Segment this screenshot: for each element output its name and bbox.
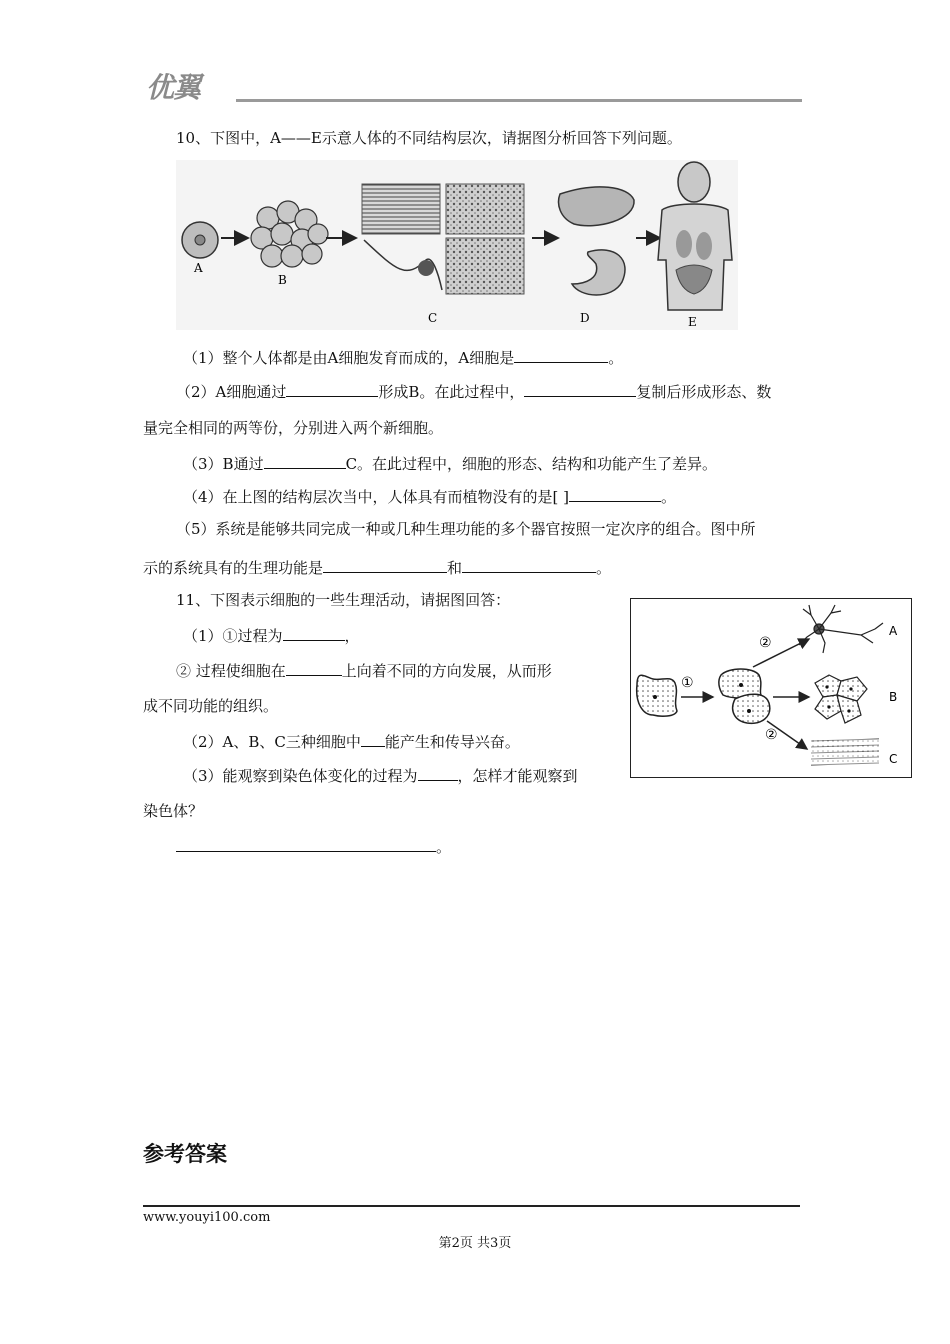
fig1-label-a: A	[194, 261, 203, 275]
q10-part1: （1）整个人体都是由A细胞发育而成的，A细胞是 。	[183, 346, 623, 368]
footer-rule	[143, 1205, 800, 1207]
q11-part3: （3）能观察到染色体变化的过程为 ，怎样才能观察到	[183, 764, 578, 786]
footer-url[interactable]: www.youyi100.com	[143, 1210, 271, 1225]
q11-part1: （1）①过程为 ，	[183, 624, 360, 646]
fig1-label-d: D	[580, 311, 590, 325]
q11-part1-end: 成不同功能的组织。	[143, 697, 279, 715]
marker-2a: ②	[759, 635, 772, 651]
marker-2b: ②	[765, 727, 778, 743]
q10-part2: （2）A细胞通过 形成B。在此过程中， 复制后形成形态、数	[176, 380, 771, 402]
answer-blank[interactable]	[361, 730, 385, 747]
q11-part2: （2）A、B、C三种细胞中 能产生和传导兴奋。	[183, 730, 520, 752]
answer-blank[interactable]	[418, 764, 458, 781]
fig2-label-a: A	[889, 624, 898, 638]
q10-intro: 10、下图中，A——E示意人体的不同结构层次，请据图分析回答下列问题。	[176, 129, 682, 147]
answer-blank[interactable]	[286, 659, 342, 676]
answer-blank[interactable]	[286, 380, 378, 397]
q11-part1-cont: ② 过程使细胞在 上向着不同的方向发展，从而形	[176, 659, 552, 681]
fig1-label-c: C	[428, 311, 438, 325]
fig1-label-b: B	[278, 273, 287, 287]
answer-blank[interactable]	[176, 835, 436, 852]
logo: 优翼	[146, 71, 201, 104]
q11-intro: 11、下图表示细胞的一些生理活动，请据图回答：	[176, 591, 511, 609]
fig2-label-c: C	[889, 752, 898, 766]
answers-heading: 参考答案	[143, 1142, 227, 1166]
q10-part5: （5）系统是能够共同完成一种或几种生理功能的多个器官按照一定次序的组合。图中所	[176, 520, 756, 538]
q10-figure	[176, 160, 738, 330]
answer-blank[interactable]	[264, 452, 346, 469]
answer-blank[interactable]	[569, 485, 661, 502]
answer-blank[interactable]	[514, 346, 608, 363]
fig2-label-b: B	[889, 690, 898, 704]
page-number: 第2页 共3页	[438, 1236, 512, 1251]
q10-part2-cont: 量完全相同的两等份，分别进入两个新细胞。	[143, 419, 444, 437]
q10-part4: （4）在上图的结构层次当中，人体具有而植物没有的是[ ] 。	[183, 485, 676, 507]
header-rule	[236, 99, 802, 102]
q10-part3: （3）B通过 C。在此过程中，细胞的形态、结构和功能产生了差异。	[183, 452, 717, 474]
answer-blank[interactable]	[323, 556, 447, 573]
answer-blank[interactable]	[283, 624, 345, 641]
q11-part3-cont: 染色体？	[143, 802, 204, 820]
q11-part3-answer: 。	[176, 835, 451, 857]
answer-blank[interactable]	[524, 380, 636, 397]
q10-part5-cont: 示的系统具有的生理功能是 和 。	[143, 556, 611, 578]
marker-1: ①	[681, 675, 694, 691]
fig1-label-e: E	[688, 315, 697, 329]
q11-figure	[630, 598, 912, 778]
answer-blank[interactable]	[462, 556, 596, 573]
